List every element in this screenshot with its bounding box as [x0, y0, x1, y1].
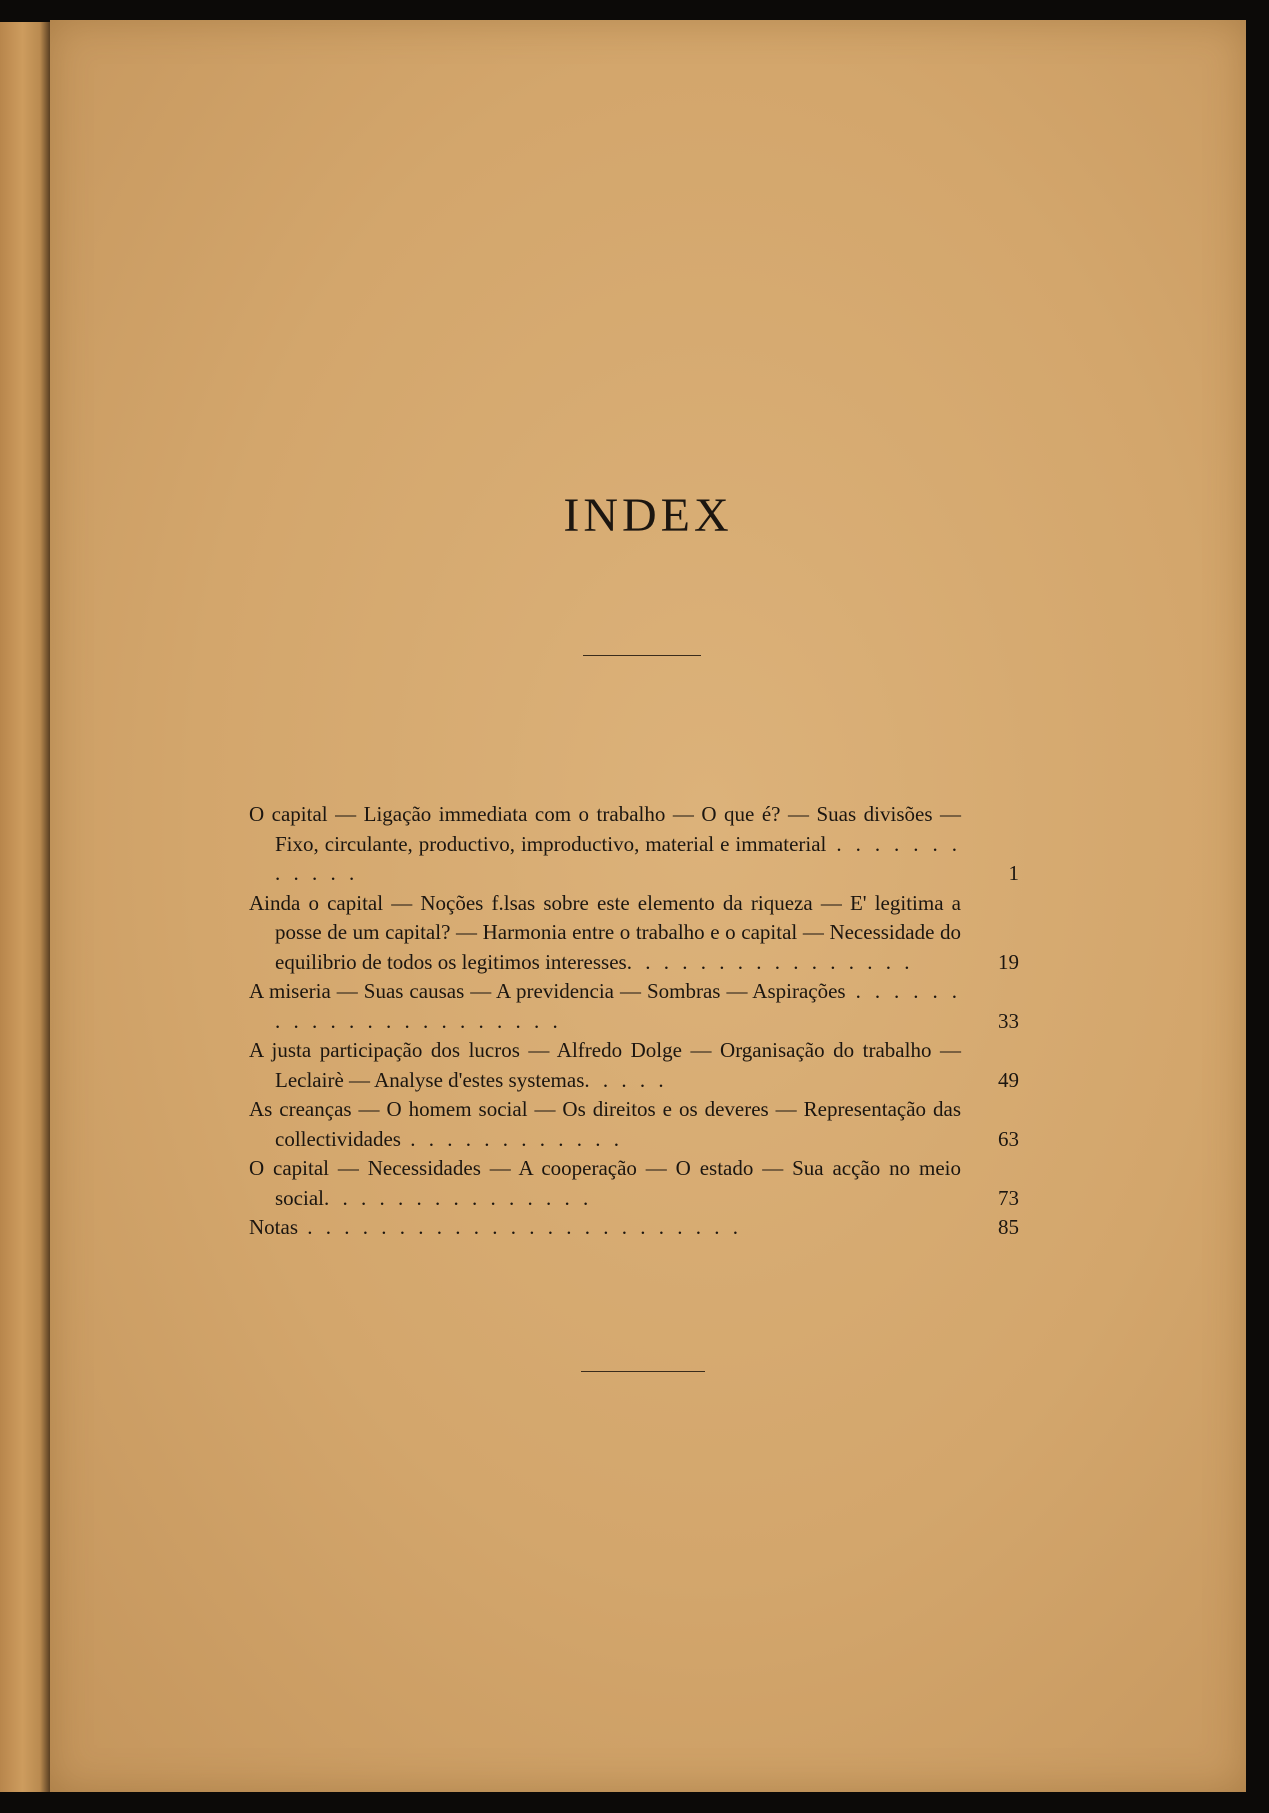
entry-page-number: 63	[998, 1126, 1019, 1151]
index-page	[50, 20, 1246, 1792]
leader-dots: . . . . .	[584, 1067, 668, 1092]
toc-entry	[249, 1036, 1019, 1095]
leader-dots: . . . . . . . . . . . . . . . . . . . . . . . .	[298, 1215, 742, 1239]
toc-entry	[249, 889, 1019, 978]
leader-dots: . . . . . . . . . . . . . . . . . . . . . .	[275, 979, 962, 1033]
leader-dots: . . . . . . . . . . . . . . .	[323, 1185, 593, 1210]
toc-entry	[249, 1154, 1019, 1213]
entry-title: O capital — Necessidades — A cooperação — O estado — Sua acção no meio social	[249, 1156, 961, 1210]
entry-page-number: 73	[998, 1185, 1019, 1210]
toc-entry	[249, 1213, 1019, 1243]
entry-page-number: 33	[998, 1008, 1019, 1033]
entry-title: A justa participação dos lucros — Alfredo Dolge — Organisação do trabalho — Leclairè — Analyse d'estes systemas	[249, 1038, 961, 1092]
toc-entry	[249, 1095, 1019, 1154]
entry-page-number: 19	[998, 949, 1019, 974]
entry-page-number: 1	[1008, 861, 1019, 885]
top-divider	[583, 655, 701, 656]
entry-title: As creanças — O homem social — Os direitos e os deveres — Representação das collectividades	[249, 1097, 961, 1151]
bottom-divider	[581, 1371, 705, 1372]
leader-dots: . . . . . . . . . . . . . . . .	[626, 949, 914, 974]
leader-dots: . . . . . . . . . . . .	[275, 831, 961, 885]
entry-page-number: 49	[998, 1067, 1019, 1092]
toc-entry	[249, 977, 1019, 1036]
entry-title: O capital — Ligação immediata com o trabalho — O que é? — Suas divisões — Fixo, circulante, productivo, improductivo, material e immaterial	[249, 802, 961, 856]
leader-dots: . . . . . . . . . . . .	[400, 1126, 623, 1151]
book-spine	[0, 22, 50, 1792]
entry-page-number: 85	[998, 1215, 1019, 1239]
page-title: INDEX	[563, 489, 733, 542]
entry-title: Ainda o capital — Noções f.lsas sobre este elemento da riqueza — E' legitima a posse de um capital? — Harmonia entre o trabalho e o capital — Necessidade do equilibrio de todos os legitimos interesses	[249, 890, 961, 974]
entry-title: Notas	[249, 1215, 298, 1239]
table-of-contents	[249, 800, 1019, 1243]
entry-title: A miseria — Suas causas — A previdencia — Sombras — Aspirações	[249, 979, 846, 1003]
toc-entry	[249, 800, 1019, 889]
